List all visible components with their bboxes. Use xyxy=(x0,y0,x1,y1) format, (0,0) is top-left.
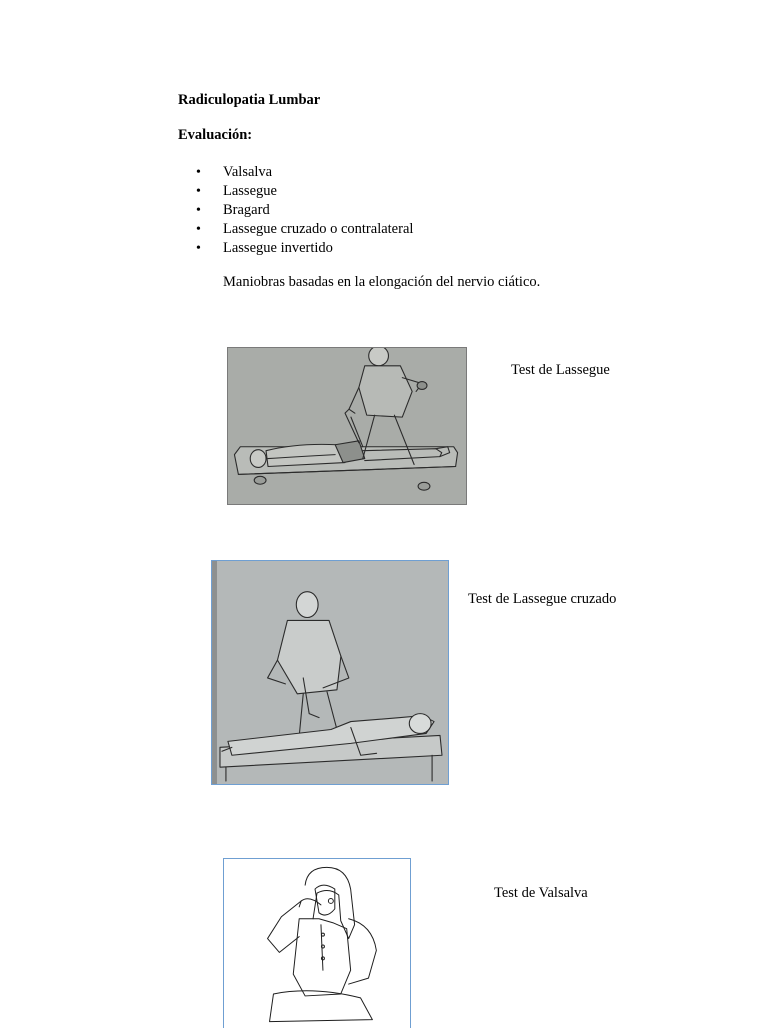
figure-caption: Test de Lassegue cruzado xyxy=(468,591,617,607)
list-item: • Valsalva xyxy=(196,163,413,182)
evaluation-list xyxy=(196,163,413,258)
section-heading: Evaluación: xyxy=(178,127,253,143)
list-item: • Lassegue xyxy=(196,182,413,201)
crossed-lassegue-test-illustration xyxy=(211,560,449,785)
figure-caption: Test de Valsalva xyxy=(494,885,588,901)
list-item: • Bragard xyxy=(196,201,413,220)
list-item: • Lassegue invertido xyxy=(196,239,413,258)
figure-caption: Test de Lassegue xyxy=(511,362,610,378)
valsalva-test-illustration xyxy=(223,858,411,1028)
note-text: Maniobras basadas en la elongación del nervio ciático. xyxy=(223,274,541,290)
list-item: • Lassegue cruzado o contralateral xyxy=(196,220,413,239)
lassegue-test-illustration xyxy=(227,347,467,505)
page-title: Radiculopatia Lumbar xyxy=(178,92,321,108)
